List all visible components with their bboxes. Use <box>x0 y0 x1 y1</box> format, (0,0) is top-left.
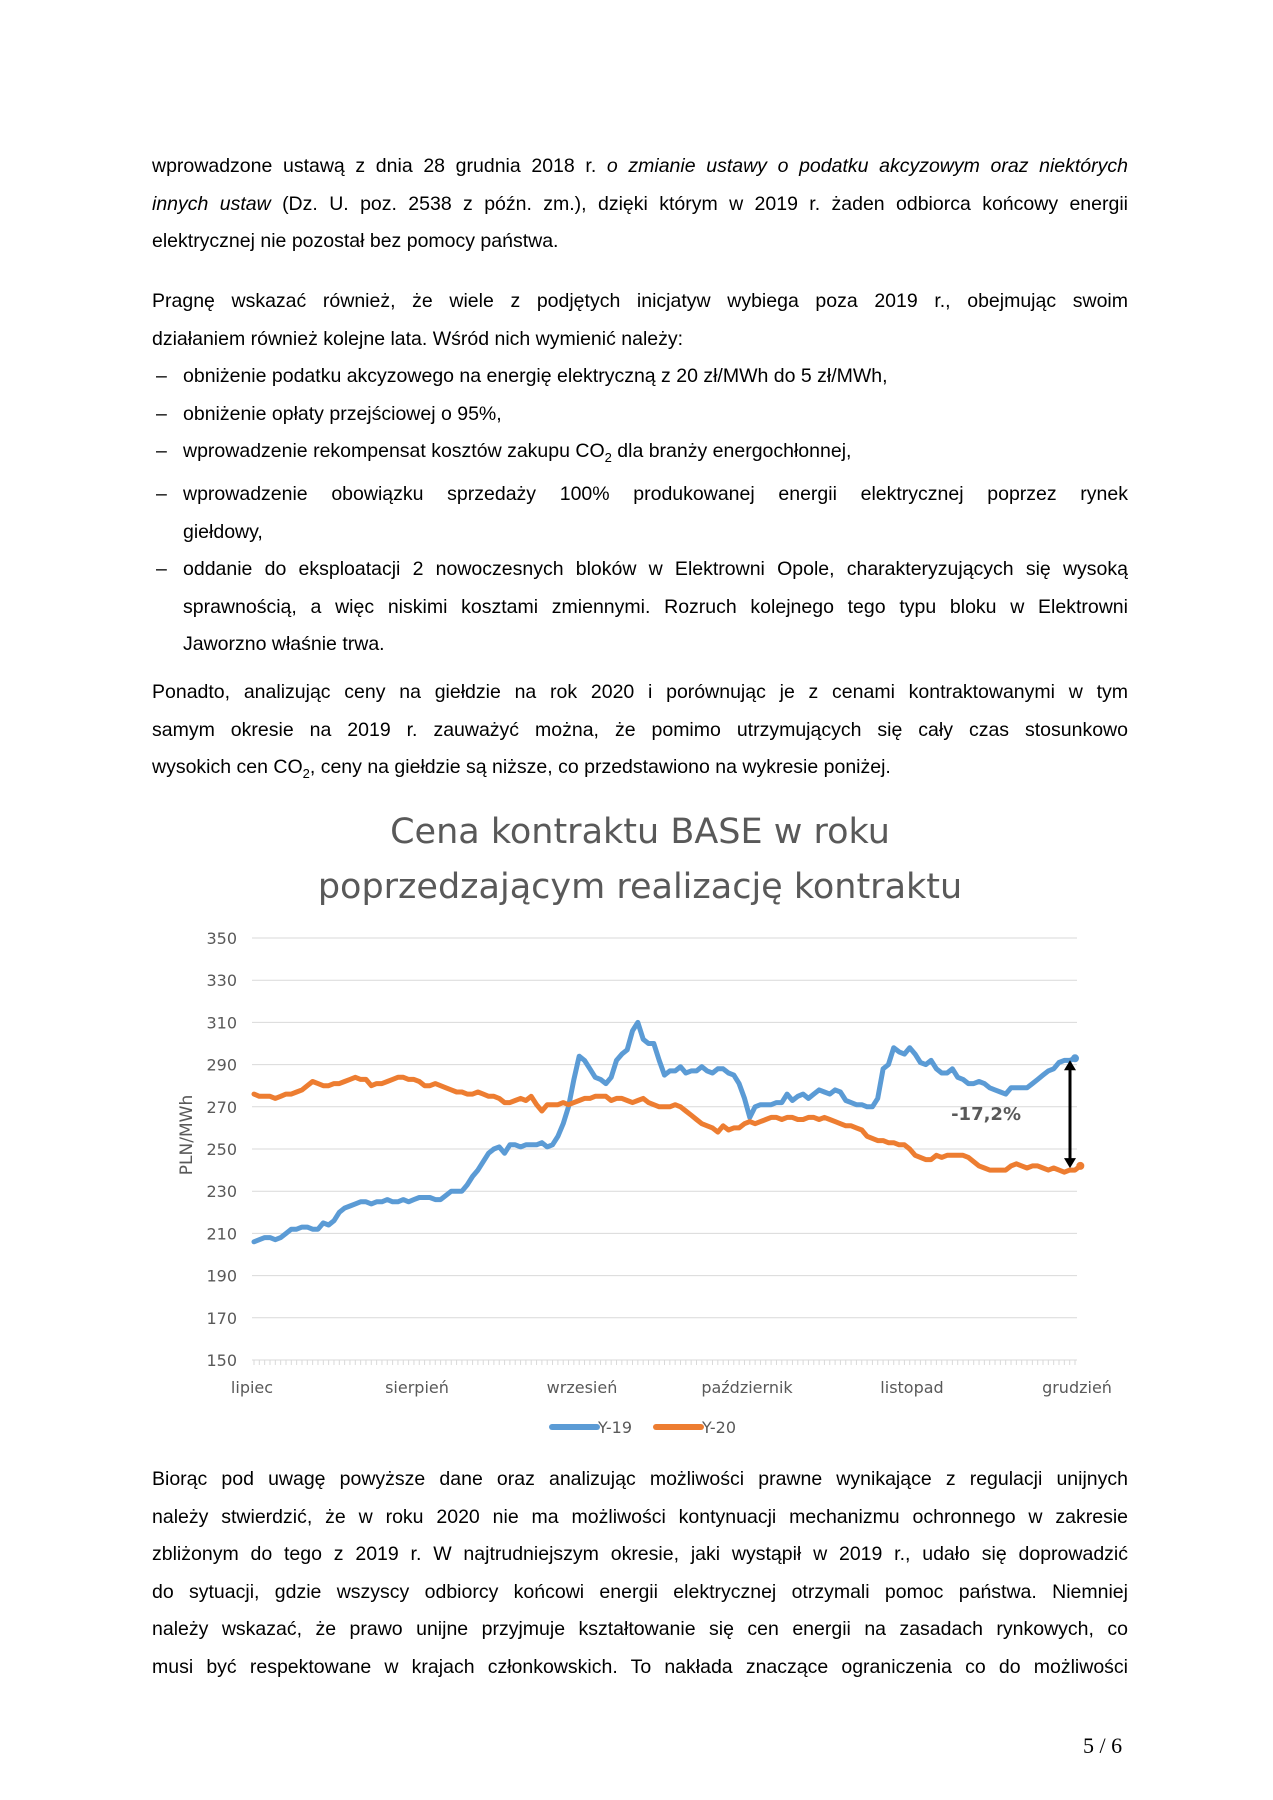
list-item-text: wprowadzenie rekompensat kosztów zakupu CO <box>183 440 605 462</box>
price-chart <box>152 800 1128 1445</box>
y-tick-label: 170 <box>206 1308 237 1328</box>
y-tick-label: 270 <box>206 1097 237 1117</box>
x-tick-label: wrzesień <box>546 1378 618 1397</box>
paragraph-4-line-6: musi być respektowane w krajach członkowskich. To nakłada znaczące ograniczenia co do możliwości <box>152 1655 1128 1678</box>
annotation-layer <box>951 1060 1076 1168</box>
y-tick-label: 290 <box>206 1055 237 1075</box>
list-item-text: dla branży energochłonnej, <box>611 440 852 462</box>
y-tick-label: 230 <box>206 1182 237 1202</box>
paragraph-3-line-3 <box>152 749 1128 792</box>
dash-bullet: – <box>156 558 167 581</box>
arrow-head-down <box>1064 1158 1076 1168</box>
page-number: 5 / 6 <box>1083 1733 1123 1758</box>
list-item <box>152 358 1128 396</box>
dash-bullet: – <box>156 440 167 462</box>
paragraph-4-line-3: zbliżonym do tego z 2019 r. W najtrudniejszym okresie, jaki wystąpił w 2019 r., udało się doprowadzić <box>152 1543 1128 1565</box>
y-tick-label: 330 <box>206 971 237 991</box>
y-tick-labels <box>206 929 237 1370</box>
dash-bullet: – <box>156 483 167 506</box>
list-item <box>152 396 1128 434</box>
chart-svg <box>152 800 1128 1445</box>
paragraph-1-line-2 <box>152 186 1128 224</box>
text-run: wprowadzone ustawą z dnia 28 grudnia 2018 r. <box>152 155 607 177</box>
series-line-y-19 <box>254 1022 1075 1241</box>
subscript: 2 <box>604 449 612 465</box>
y-tick-label: 350 <box>206 929 237 948</box>
series-end-point <box>1071 1054 1079 1062</box>
list-item <box>152 433 1128 476</box>
change-annotation: -17,2% <box>951 1104 1021 1125</box>
y-axis-label: PLN/MWh <box>177 1094 197 1176</box>
paragraph-3-line-1: Ponadto, analizując ceny na giełdzie na rok 2020 i porównując je z cenami kontraktowanymi w tym <box>152 681 1128 703</box>
list-item-text: wprowadzenie obowiązku sprzedaży 100% produkowanej energii elektrycznej poprzez rynek <box>183 483 1128 506</box>
italic-act-title: o zmianie ustawy o podatku akcyzowym oraz niektórych <box>606 155 1128 177</box>
paragraph-4-line-5: należy wskazać, że prawo unijne przyjmuje kształtowanie się cen energii na zasadach rynkowych, co <box>152 1618 1128 1640</box>
list-item-text: sprawnością, a więc niskimi kosztami zmiennymi. Rozruch kolejnego tego typu bloku w Elektrowni <box>183 595 1128 618</box>
list-item-text: obniżenie opłaty przejściowej o 95%, <box>183 402 502 425</box>
y-tick-label: 210 <box>206 1224 237 1244</box>
paragraph-4-line-4: do sytuacji, gdzie wszyscy odbiorcy końcowi energii elektrycznej otrzymali pomoc państwa. Niemniej <box>152 1580 1128 1603</box>
paragraph-1-line-3: elektrycznej nie pozostał bez pomocy państwa. <box>152 230 559 252</box>
x-tick-label: listopad <box>880 1378 944 1397</box>
y-tick-label: 190 <box>206 1266 237 1286</box>
paragraph-4-line-2: należy stwierdzić, że w roku 2020 nie ma możliwości kontynuacji mechanizmu ochronnego w zakresie <box>152 1505 1128 1528</box>
italic-act-title-cont: innych ustaw <box>152 192 271 215</box>
list-item-text: Jaworzno właśnie trwa. <box>183 633 385 656</box>
x-tick-label: grudzień <box>1042 1378 1112 1397</box>
legend-label-y19: Y-19 <box>598 1418 633 1437</box>
paragraph-1 <box>152 148 1128 261</box>
text-run: (Dz. U. poz. 2538 z późn. zm.), dzięki którym w 2019 r. żaden odbiorca końcowy energii <box>270 192 1128 215</box>
y-tick-label: 310 <box>206 1013 237 1033</box>
text-run: , ceny na giełdzie są niższe, co przedstawiono na wykresie poniżej. <box>309 756 891 778</box>
x-tick-label: lipiec <box>230 1378 274 1397</box>
list-item <box>152 551 1128 664</box>
grid-layer <box>252 938 1077 1365</box>
x-tick-label: październik <box>701 1378 793 1397</box>
series-end-point <box>1076 1162 1084 1170</box>
paragraph-4-line-1: Biorąc pod uwagę powyższe dane oraz analizując możliwości prawne wynikające z regulacji unijnych <box>152 1468 1128 1490</box>
list-item-text: giełdowy, <box>183 520 263 543</box>
list-item-text: obniżenie podatku akcyzowego na energię elektryczną z 20 zł/MWh do 5 zł/MWh, <box>183 365 888 387</box>
initiatives-list <box>152 358 1128 664</box>
legend <box>552 1418 736 1437</box>
paragraph-2-line-2: działaniem również kolejne lata. Wśród nich wymienić należy: <box>152 327 684 350</box>
paragraph-3-line-2: samym okresie na 2019 r. zauważyć można, że pomimo utrzymujących się cały czas stosunkowo <box>152 718 1128 741</box>
dash-bullet: – <box>156 365 167 387</box>
chart-title-line-2: poprzedzającym realizację kontraktu <box>317 867 963 907</box>
list-item-text: oddanie do eksploatacji 2 nowoczesnych bloków w Elektrowni Opole, charakteryzujących się wysoką <box>183 558 1128 581</box>
dash-bullet: – <box>156 402 167 425</box>
x-tick-label: sierpień <box>385 1378 449 1397</box>
text-run: wysokich cen CO <box>152 756 303 778</box>
paragraph-3 <box>152 674 1128 792</box>
chart-title-line-1: Cena kontraktu BASE w roku <box>390 812 890 852</box>
paragraph-2-line-1: Pragnę wskazać również, że wiele z podjętych inicjatyw wybiega poza 2019 r., obejmując swoim <box>152 290 1128 312</box>
y-tick-label: 250 <box>206 1140 237 1159</box>
paragraph-2 <box>152 283 1128 358</box>
series-layer <box>254 1022 1084 1241</box>
legend-label-y20: Y-20 <box>702 1418 737 1437</box>
paragraph-1-line-1 <box>152 148 1128 186</box>
list-item <box>152 476 1128 551</box>
paragraph-4 <box>152 1461 1128 1686</box>
subscript: 2 <box>302 765 310 781</box>
x-tick-labels <box>231 1378 1112 1397</box>
y-tick-label: 150 <box>206 1351 237 1370</box>
